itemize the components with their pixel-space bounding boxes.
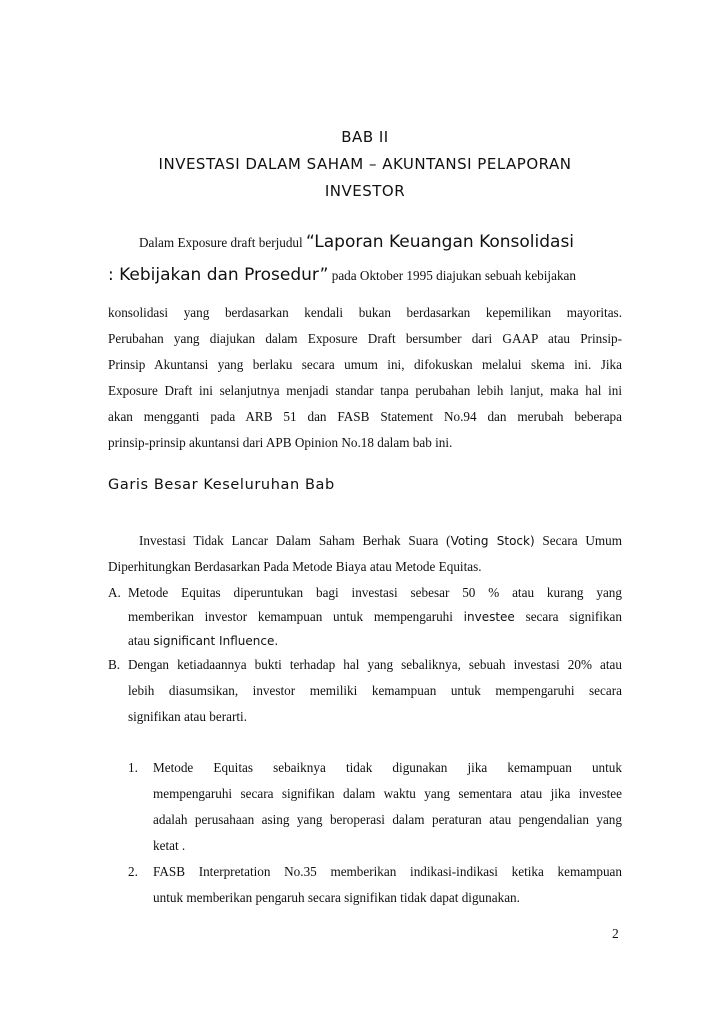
intro-text: Dalam Exposure draft berjudul [139,235,306,250]
intro-line-3: konsolidasi yang berdasarkan kendali bukan berdasarkan kepemilikan mayoritas. [108,305,622,320]
intro-title-quote-end: : Kebijakan dan Prosedur” [108,265,329,285]
list-1-line-3: adalah perusahaan asing yang beroperasi dalam peraturan atau pengendalian yang [153,812,622,827]
list-a-term: investee [463,610,515,624]
chapter-title-line2: INVESTOR [324,182,406,200]
intro-line-8: prinsip-prinsip akuntansi dari APB Opinion No.18 dalam bab ini. [108,435,453,450]
list-marker-2: 2. [128,864,138,879]
list-1-line-1: Metode Equitas sebaiknya tidak digunakan jika kemampuan untuk [153,760,622,775]
list-2-line-1: FASB Interpretation No.35 memberikan indikasi-indikasi ketika kemampuan [153,864,622,879]
page-number: 2 [612,926,619,941]
intro-line-5: Prinsip Akuntansi yang berlaku secara umum ini, difokuskan melalui skema ini. Jika [108,357,622,372]
list-2-line-2: untuk memberikan pengaruh secara signifikan tidak dapat digunakan. [153,890,520,905]
intro-line-2 [108,262,622,289]
chapter-title-line1: INVESTASI DALAM SAHAM – AKUNTANSI PELAPORAN [158,155,572,173]
intro-title-quote: “Laporan Keuangan Konsolidasi [306,232,575,252]
list-marker-1: 1. [128,760,138,775]
intro-line-6: Exposure Draft ini selanjutnya menjadi standar tanpa perubahan lebih lanjut, maka hal ini [108,383,622,398]
chapter-label: BAB II [341,128,389,146]
section-text: Secara Umum [534,533,622,548]
list-a-line-1: Metode Equitas diperuntukan bagi investasi sebesar 50 % atau kurang yang [128,585,622,600]
intro-line-4: Perubahan yang diajukan dalam Exposure Draft bersumber dari GAAP atau Prinsip- [108,331,622,346]
section-text: Investasi Tidak Lancar Dalam Saham Berhak Suara ( [139,533,451,548]
section-term: Voting Stock) [450,534,535,548]
list-a-text: memberikan investor kemampuan untuk mempengaruhi [128,609,464,624]
list-1-line-4: ketat . [153,838,186,853]
list-a-line-3 [128,628,622,654]
section-heading: Garis Besar Keseluruhan Bab [108,477,335,493]
list-1-line-2: mempengaruhi secara signifikan dalam waktu yang sementara atau jika investee [153,786,622,801]
intro-line-1 [139,229,622,256]
list-b-line-2: lebih diasumsikan, investor memiliki kemampuan untuk mempengaruhi secara [128,683,622,698]
list-b-line-3: signifikan atau berarti. [128,709,248,724]
intro-text: pada Oktober 1995 diajukan sebuah kebijakan [328,268,576,283]
section-line-1 [139,528,622,554]
list-marker-a: A. [108,585,121,600]
list-a-text: atau [128,633,154,648]
intro-line-7: akan mengganti pada ARB 51 dan FASB Statement No.94 dan merubah beberapa [108,409,622,424]
section-line-2: Diperhitungkan Berdasarkan Pada Metode Biaya atau Metode Equitas. [108,559,482,574]
list-a-term: significant Influence. [153,634,279,648]
list-a-line-2 [128,604,622,630]
list-marker-b: B. [108,657,121,672]
list-b-line-1: Dengan ketiadaannya bukti terhadap hal yang sebaliknya, sebuah investasi 20% atau [128,657,622,672]
list-a-text: secara signifikan [514,609,622,624]
